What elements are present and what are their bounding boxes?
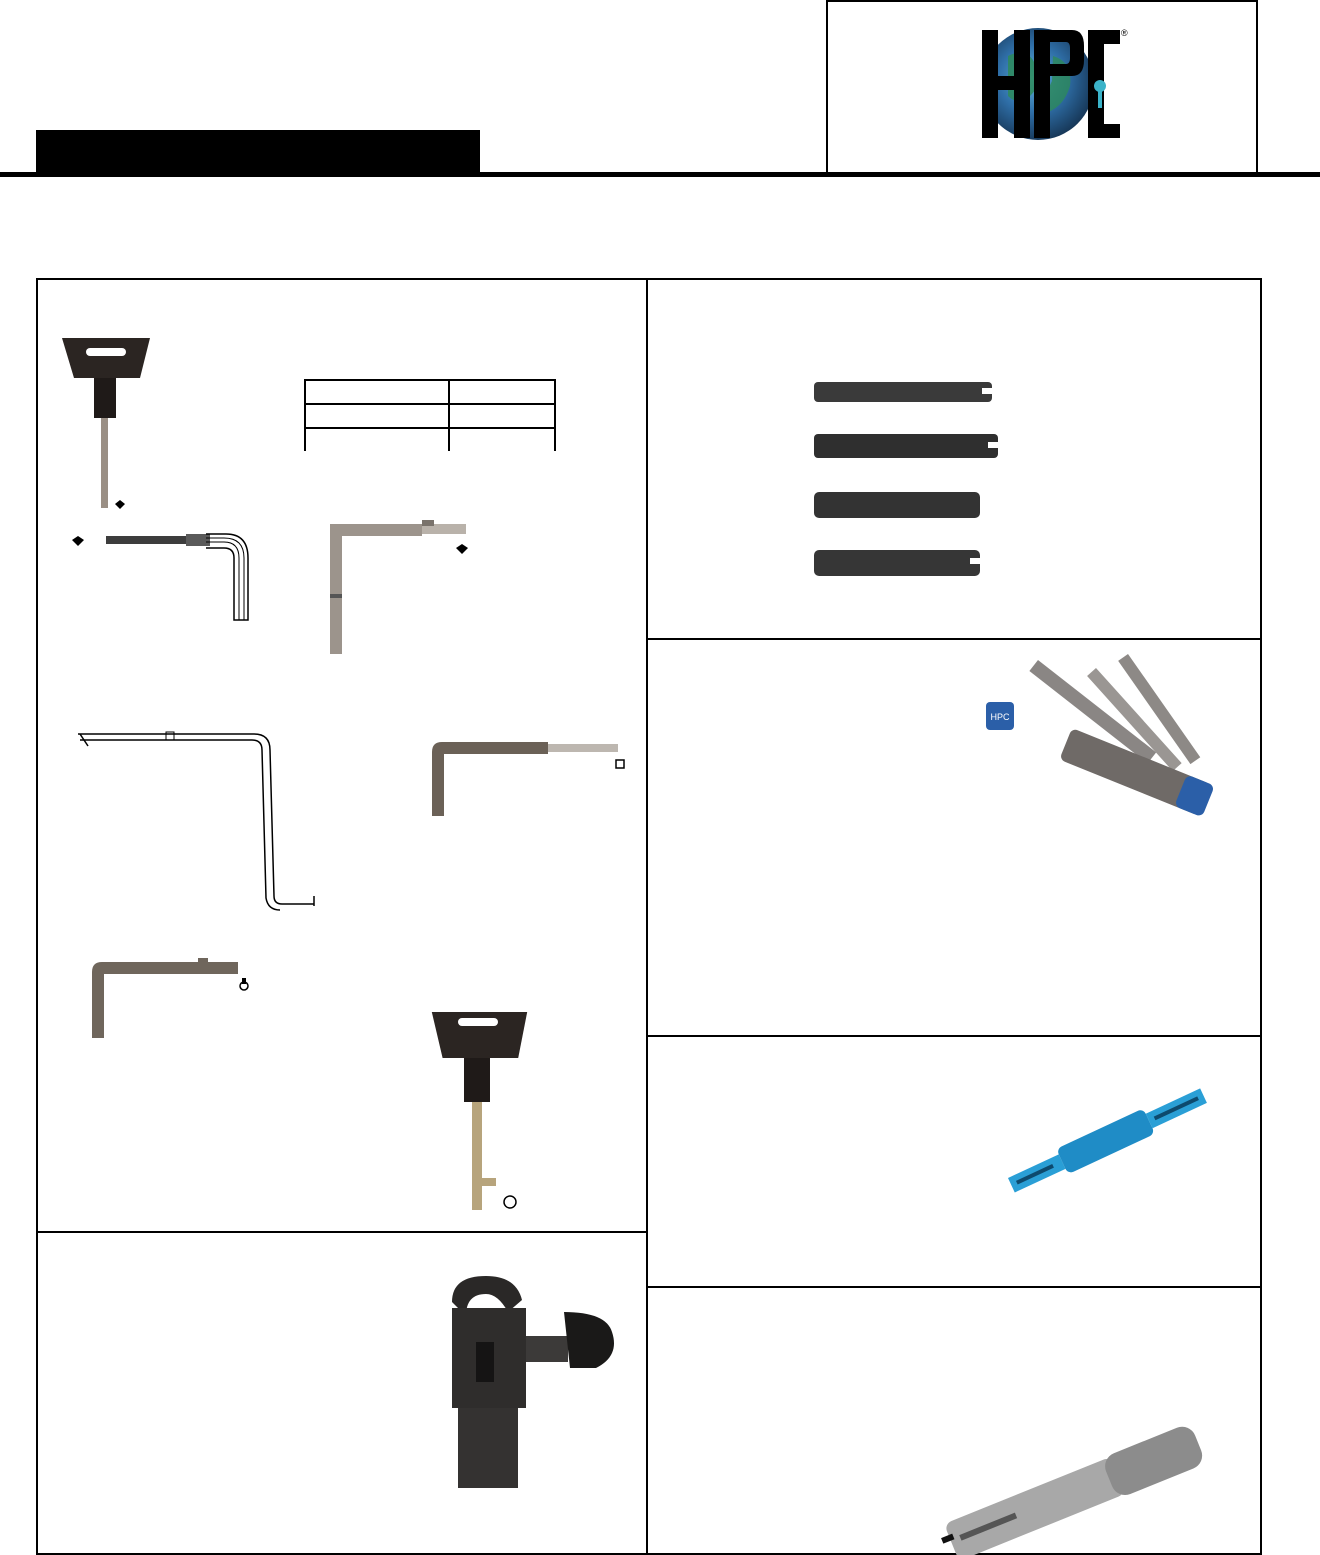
diamond-pin-icon [115,500,125,509]
long-l-wire-key-icon [74,726,324,910]
table-row [305,380,555,404]
l-shaped-key-round-icon [88,958,252,1040]
header-rule [0,172,1320,177]
table-row [305,428,555,451]
cap-label: HPC [990,712,1010,722]
title-bar [36,130,480,174]
pin-tubes-icon [978,650,1228,830]
square-pin-icon [616,760,624,768]
l-shaped-bypass-key-icon [326,514,476,666]
cutter-head-vise-icon [446,1272,622,1492]
l-shaped-key-square-icon [428,738,628,820]
table-cell [449,404,555,428]
handled-key-icon [430,1008,530,1216]
registered-mark: ® [1121,28,1128,38]
spec-table [304,379,556,451]
roll-pins-icon [812,376,1012,586]
hpc-logo-icon [978,26,1128,144]
round-pin-icon [504,1196,516,1208]
diamond-pin-icon [72,536,84,546]
table-cell [305,428,449,451]
hpc-logo [978,26,1128,149]
table-cell [305,404,449,428]
blue-knurled-tool-icon [998,1060,1214,1200]
logo-box [826,0,1258,172]
l-shaped-wire-key-icon [66,524,256,624]
table-cell [449,380,555,404]
tubular-key-icon [60,334,160,514]
knurled-pin-tool-icon [940,1412,1214,1544]
table-row [305,404,555,428]
diamond-pin-icon [456,544,468,554]
table-cell [305,380,449,404]
table-cell [449,428,555,451]
